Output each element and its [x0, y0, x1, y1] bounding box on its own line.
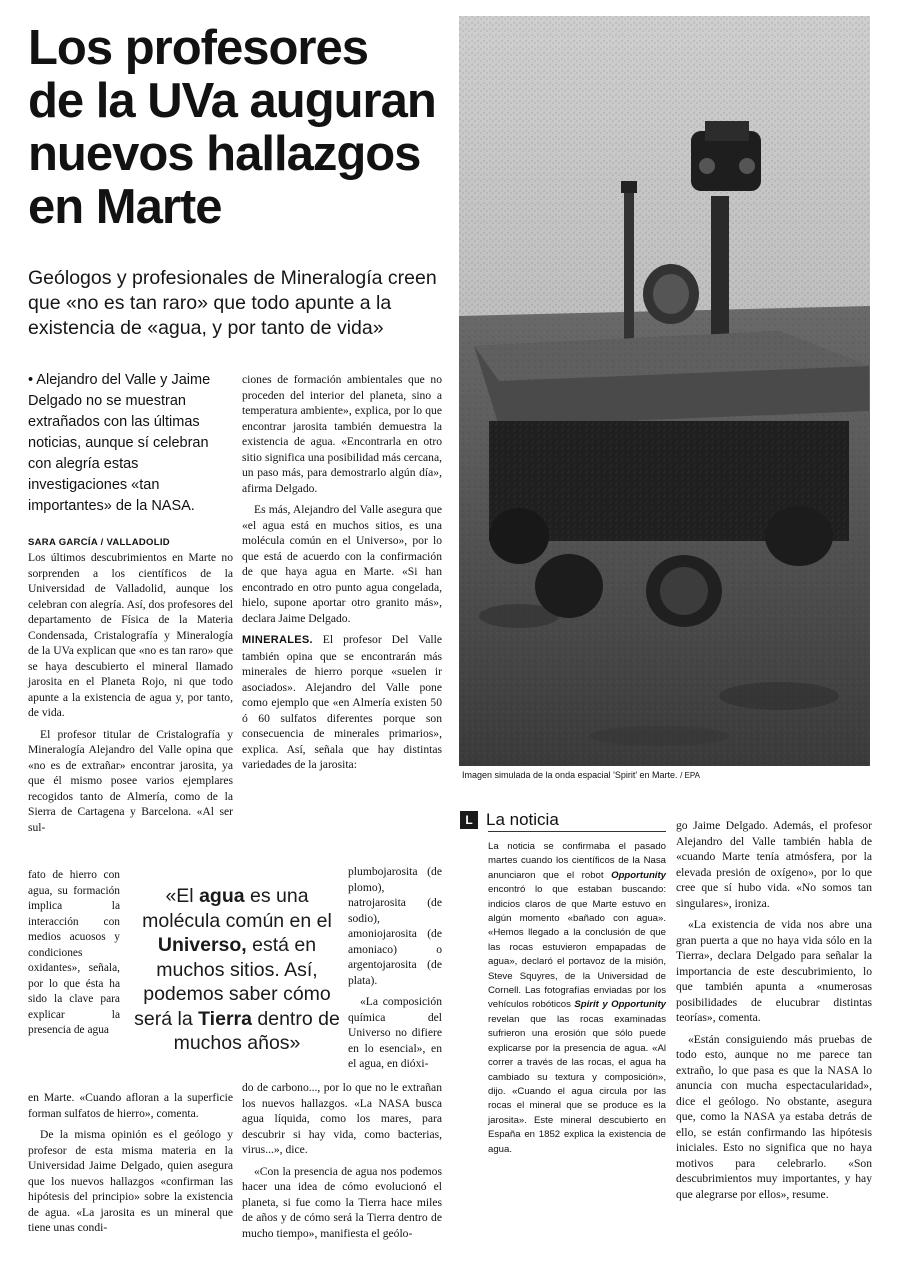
sidebar-text: encontró lo que estaban buscando: indicios claros de que Marte estuvo en algún momento «bañado con agua». «Hemos llegado a la conclusión de que las rocas estuvieron empapadas de agua», declaró el portavoz de la misión, Steve Squyres, de la Universidad de Cornell. Las fotografías enviadas por los vehículos robóticos	[488, 884, 666, 1011]
pull-quote-emphasis: agua	[199, 885, 245, 907]
article-column-4	[676, 818, 872, 1208]
article-column-1-bottom	[28, 1090, 233, 1242]
photo-caption	[462, 769, 872, 782]
sidebar-logo-icon: L	[460, 811, 478, 829]
col1-paragraph-1: Los últimos descubrimientos en Marte no sorprenden a los científicos de la Universidad de Valladolid, aunque los celebran con alegría. Así, dos profesores del departamento de Física de la Materia Condensada, Cristalografía y Mineralogía de la UVa explican que «no es tan raro» que se haya descubierto el mineral llamado jarosita en el Planeta Rojo, ni que todo apunte a la existencia de agua y, por tanto, de vida.	[28, 551, 233, 719]
col2-paragraph-4b: do de carbono..., por lo que no le extrañan los nuevos hallazgos. «La NASA busca agua líquida, como los mares, para descubrir si hay vida, como bacterias, virus...», dice.	[242, 1081, 442, 1156]
sidebar-text: La noticia se confirmaba el pasado martes cuando los científicos de la Nasa anunciaron que el robot	[488, 841, 666, 881]
pull-quote-emphasis: Tierra	[198, 1007, 252, 1030]
subtitle: Geólogos y profesionales de Mineralogía creen que «no es tan raro» que todo apunte a la existencia de «agua, y por tanto de vida»	[28, 267, 437, 339]
rover-illustration	[459, 16, 870, 766]
col1-paragraph-2: El profesor titular de Cristalografía y Mineralogía Alejandro del Valle opina que «no es de extrañar» encontrar jarosita, ya que él mismo posee varios ejemplares recogidos tanto de Almería, como de la Sierra de Cartagena y Barcelona. «Al ser sul-	[28, 727, 233, 834]
sidebar-title: La noticia	[486, 810, 559, 829]
rover-photo	[459, 16, 870, 766]
sidebar-italic: Spirit y Opportunity	[574, 999, 666, 1011]
col4-paragraph-1: go Jaime Delgado. Además, el profesor Alejandro del Valle también habla de «cuando Marte tenía atmósfera, por la elevada presión de oxígeno», por lo que cree que sí hubo vida. «No somos tan singulares», ironiza.	[676, 819, 872, 910]
lead-paragraph: • Alejandro del Valle y Jaime Delgado no se muestran extrañados con las últimas noticias, aunque sí celebran con alegría estas investigaciones «tan importantes» de la NASA.	[28, 372, 211, 514]
minerales-kicker: MINERALES.	[242, 634, 313, 646]
headline-line-2: de la UVa auguran	[28, 74, 436, 128]
article-column-2-narrow	[348, 864, 442, 1078]
sidebar-header	[460, 808, 660, 832]
headline-line-4: en Marte	[28, 180, 222, 234]
col1-paragraph-3: De la misma opinión es el geólogo y profesor de esta misma materia en la Universidad Jaime Delgado, quien asegura que los nuevos hallazgos «confirman las hipótesis del principio» sobre la existencia de agua. «La jarosita es un mineral que tiene unas condi-	[28, 1128, 233, 1234]
col2-paragraph-2: Es más, Alejandro del Valle asegura que «el agua está en muchos sitios, es una molécula común en el Universo», por lo que está de acuerdo con la confirmación de que haya agua en Marte. «Si han encontrado en otro punto agua congelada, hielo, supone aportar otro granito más», declara Jaime Delgado.	[242, 503, 442, 625]
pull-quote	[124, 884, 350, 1056]
headline-line-3: nuevos hallazgos	[28, 127, 421, 181]
article-column-1	[28, 550, 233, 841]
headline	[28, 22, 448, 234]
col2-paragraph-4: «La composición química del Universo no difiere en lo esencial», en el agua, en dióxi-	[348, 995, 442, 1070]
pull-quote-part: está en muchos sitios. Así, podemos saber cómo será la	[134, 934, 331, 1030]
col4-paragraph-2: «La existencia de vida nos abre una gran puerta a que no haya vida sólo en la Tierra», declara Delgado para señalar la importancia de este descubrimiento, lo que también apunta a «numerosas posibilidades de elucubrar distintas teorías», comenta.	[676, 918, 872, 1024]
sidebar-text: revelan que las rocas examinadas sufrieron una erosión que sólo puede explicarse por la presencia de agua. «Al correr a través de las rocas, el agua ha cambiado su textura y composición», dijo. «Cuando el agua circula por las rocas el mineral que se produce es la jarosita». Este mineral descubierto en España en 1852 explica la existencia de agua.	[488, 1013, 666, 1155]
col2-paragraph-3-text: El profesor Del Valle también opina que se encontrarán más minerales de hierro porque «suelen ir asociados». Alejandro del Valle pone como ejemplo que «en Almería existen 50 ó 60 sulfatos diferentes porque son consecuencia de minerales primarios», explica. Así, señala que hay distintas variedades de la jarosita:	[242, 633, 442, 771]
article-column-2	[242, 372, 442, 779]
pull-quote-part: «El	[165, 885, 200, 907]
col1-paragraph-2b: fato de hierro con agua, su formación implica la interacción con medios acuosos y condiciones oxidantes», señala, por lo que ésta ha sido la clave para explicar la presencia de agua	[28, 869, 120, 1036]
col2-paragraph-3b: plumbojarosita (de plomo), natrojarosita (de sodio), amoniojarosita (de amoniaco) o argentojarosita (de plata).	[348, 865, 442, 987]
col1-paragraph-2c: en Marte. «Cuando afloran a la superficie forman sulfatos de hierro», comenta.	[28, 1091, 233, 1120]
col2-paragraph-5: «Con la presencia de agua nos podemos hacer una idea de cómo evolucionó el planeta, si fue como la Tierra hace miles de años y de cómo será la Tierra dentro de mucho tiempo», manifiesta el geólo-	[242, 1164, 442, 1240]
byline: SARA GARCÍA / VALLADOLID	[28, 537, 170, 548]
pull-quote-part: dentro de muchos años»	[173, 1007, 340, 1054]
caption-credit: / EPA	[680, 771, 700, 780]
sidebar-divider	[488, 831, 666, 832]
col4-paragraph-3: «Están consiguiendo más pruebas de todo esto, aunque no me parece tan extraño, lo que pasa es que la NASA lo anuncia con mucha espectacularidad», dice el geólogo. No obstante, asegura que, como la NASA ya estaba detrás de ello, se están confirmando las hipótesis iniciales. Esto no significa que no haya motivos para celebrarlo. «Son descubrimientos muy importantes, y hay que alegrarse por ellos», resume.	[676, 1032, 872, 1201]
sidebar-italic: Opportunity	[611, 869, 666, 881]
article-column-2-bottom	[242, 1080, 442, 1247]
sidebar-paragraph	[488, 840, 666, 1157]
sidebar-body	[488, 840, 666, 1160]
col2-paragraph-1: ciones de formación ambientales que no proceden del interior del planeta, sino a temperatura ambiente», explica, por lo que encontrar jarosita también demuestra la existencia de agua. «Encontrarla en otro sitio significa una posibilidad más cercana, un paso más, para demostrarlo algún día», afirma Delgado.	[242, 373, 442, 495]
caption-text: Imagen simulada de la onda espacial 'Spirit' en Marte.	[462, 770, 678, 780]
col2-paragraph-3	[242, 632, 442, 773]
article-column-1-narrow	[28, 868, 120, 1045]
headline-line-1: Los profesores	[28, 21, 368, 75]
pull-quote-emphasis: Universo,	[157, 934, 247, 956]
pull-quote-part: es una molécula común en el	[142, 885, 332, 932]
